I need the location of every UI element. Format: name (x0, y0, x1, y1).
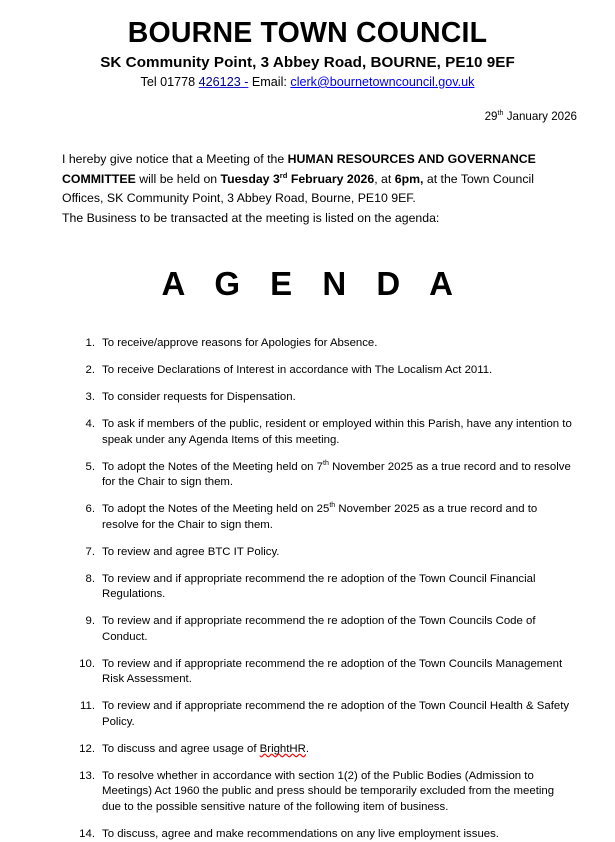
agenda-item-number: 1. (85, 337, 95, 350)
notice-intro: I hereby give notice that a Meeting of the (62, 151, 288, 166)
agenda-item-text: To review and agree BTC IT Policy. (102, 545, 280, 558)
meeting-date-ordinal: rd (279, 170, 288, 180)
letterhead (0, 0, 615, 91)
date-ordinal-suffix: th (497, 107, 504, 117)
agenda-item (78, 769, 575, 816)
agenda-item-text: To review and if appropriate recommend the re adoption of the Town Council Financial Regulations. (102, 572, 536, 601)
agenda-item-text: To review and if appropriate recommend the re adoption of the Town Councils Code of Conduct. (102, 615, 536, 643)
organisation-contact-line (0, 75, 615, 91)
notice-venue: at the Town Council Offices, SK Community Point, 3 Abbey Road, Bourne, PE10 9EF. (62, 171, 534, 206)
agenda-item (78, 363, 575, 379)
telephone-label: Tel 01778 (140, 74, 199, 89)
agenda-item-number: 8. (85, 572, 95, 585)
agenda-item-text: To review and if appropriate recommend the re adoption of the Town Council Health & Safety Policy. (102, 700, 570, 728)
agenda-item (78, 417, 575, 448)
agenda-item (78, 572, 575, 603)
committee-name: HUMAN RESOURCES AND GOVERNANCE COMMITTEE (62, 151, 536, 186)
meeting-date (221, 172, 375, 186)
agenda-item-number: 7. (85, 545, 95, 558)
agenda-heading: A G E N D A (161, 265, 464, 303)
document-date (0, 107, 615, 123)
notice-at: , at (374, 171, 395, 186)
agenda-item (78, 699, 575, 730)
agenda-item-text: To resolve whether in accordance with section 1(2) of the Public Bodies (Admission to Meetings) Act 1960 the public and press should be temporarily excluded from the meeting due to the possible sensitive nature of the following item of business. (102, 769, 555, 813)
agenda-item-text (102, 502, 575, 533)
notice-business-line: The Business to be transacted at the meeting is listed on the agenda: (62, 211, 440, 226)
agenda-item-text (102, 460, 575, 491)
spellcheck-flagged-word: BrightHR (259, 742, 306, 755)
agenda-item-number: 10. (79, 657, 95, 670)
agenda-item (78, 460, 575, 491)
agenda-item-number: 4. (85, 418, 95, 431)
agenda-item-ordinal: th (329, 502, 336, 510)
agenda-item-text-before: To discuss and agree usage of (102, 742, 260, 755)
agenda-item-text: To ask if members of the public, resident or employed within this Parish, have any intention to speak under any Agenda Items of this meeting. (102, 418, 572, 446)
agenda-item (78, 502, 575, 533)
agenda-item (78, 657, 575, 688)
agenda-item-text: To review and if appropriate recommend the re adoption of the Town Councils Management Risk Assessment. (102, 657, 563, 686)
agenda-item-number: 13. (79, 769, 95, 782)
meeting-time: 6pm, (394, 171, 424, 186)
agenda-item-number: 9. (85, 615, 95, 628)
agenda-item-text-after: . (305, 742, 310, 755)
agenda-item-number: 11. (80, 700, 95, 713)
agenda-item-text: To receive Declarations of Interest in accordance with The Localism Act 2011. (102, 364, 493, 377)
agenda-item-text-after: November 2025 as a true record and to resolve for the Chair to sign them. (102, 503, 538, 531)
agenda-item-number: 6. (85, 503, 95, 516)
agenda-item-number: 14. (79, 827, 95, 840)
agenda-item-number: 12. (79, 742, 95, 755)
agenda-item-text: To discuss, agree and make recommendations on any live employment issues. (102, 827, 499, 840)
telephone-link[interactable]: 426123 - (198, 74, 249, 89)
agenda-item-text: To receive/approve reasons for Apologies for Absence. (102, 337, 378, 350)
meeting-date-suffix: February 2026 (287, 171, 375, 186)
agenda-item-text-before: To adopt the Notes of the Meeting held on 7 (102, 460, 324, 473)
agenda-item-ordinal: th (323, 459, 329, 467)
agenda-item-text-after: November 2025 as a true record and to resolve for the Chair to sign them. (102, 460, 571, 489)
agenda-list (78, 336, 575, 842)
meeting-notice (62, 150, 573, 230)
organisation-address: SK Community Point, 3 Abbey Road, BOURNE, PE10 9EF (100, 53, 515, 71)
meeting-date-prefix: Tuesday 3 (220, 171, 280, 186)
agenda-item-text (102, 742, 575, 758)
agenda-item-text: To consider requests for Dispensation. (102, 391, 296, 404)
agenda-item-number: 2. (85, 364, 95, 377)
email-label: Email: (248, 74, 291, 89)
agenda-item (78, 614, 575, 645)
email-link[interactable]: clerk@bournetowncouncil.gov.uk (290, 74, 475, 89)
date-day: 29 (484, 109, 498, 123)
date-month-year: January 2026 (503, 109, 577, 123)
agenda-item (78, 827, 575, 842)
agenda-item (78, 742, 575, 758)
agenda-item-text-before: To adopt the Notes of the Meeting held on 25 (102, 503, 330, 516)
agenda-item (78, 390, 575, 406)
notice-held-on: will be held on (135, 171, 221, 186)
agenda-item-number: 3. (85, 391, 95, 404)
agenda-item (78, 336, 575, 352)
agenda-item-number: 5. (85, 460, 95, 473)
agenda-item (78, 545, 575, 561)
organisation-title: BOURNE TOWN COUNCIL (127, 17, 488, 49)
